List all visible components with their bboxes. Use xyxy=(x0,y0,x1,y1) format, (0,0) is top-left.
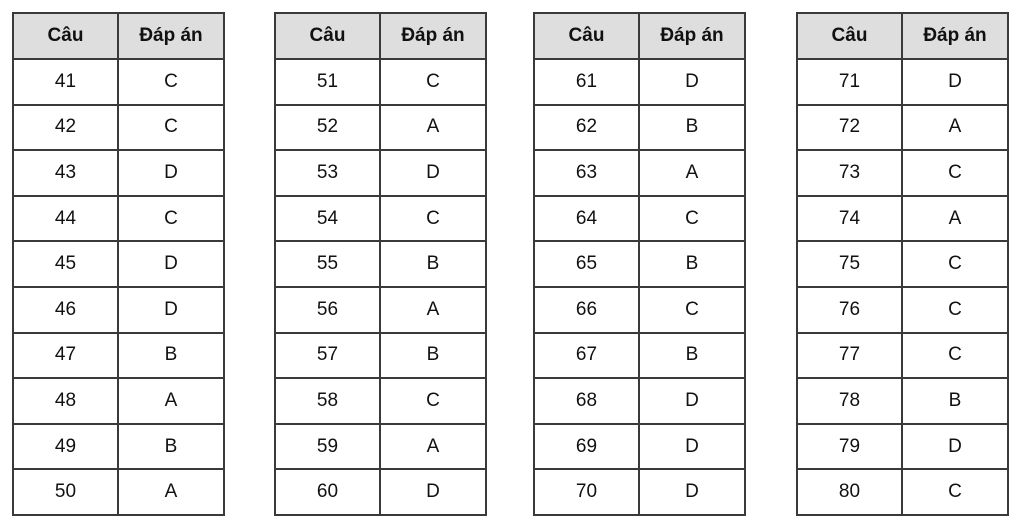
question-number: 42 xyxy=(13,105,118,151)
question-number: 54 xyxy=(275,196,380,242)
question-number: 75 xyxy=(797,241,902,287)
answer-letter: B xyxy=(118,424,224,470)
table-row xyxy=(275,287,486,333)
question-number: 53 xyxy=(275,150,380,196)
table-row xyxy=(534,333,745,379)
answer-letter: B xyxy=(380,333,486,379)
question-number: 61 xyxy=(534,59,639,105)
table-row xyxy=(13,105,224,151)
question-number: 64 xyxy=(534,196,639,242)
answer-letter: D xyxy=(639,59,745,105)
header-answer: Đáp án xyxy=(380,13,486,59)
answer-letter: C xyxy=(118,59,224,105)
table-row xyxy=(13,469,224,515)
table-row xyxy=(797,378,1008,424)
answer-letter: C xyxy=(639,196,745,242)
question-number: 44 xyxy=(13,196,118,242)
answer-letter: D xyxy=(118,287,224,333)
question-number: 70 xyxy=(534,469,639,515)
answer-letter: A xyxy=(902,196,1008,242)
answer-letter: C xyxy=(380,196,486,242)
header-question: Câu xyxy=(534,13,639,59)
question-number: 50 xyxy=(13,469,118,515)
answer-letter: C xyxy=(902,150,1008,196)
question-number: 45 xyxy=(13,241,118,287)
answer-letter: D xyxy=(380,469,486,515)
answer-letter: A xyxy=(380,424,486,470)
answer-letter: C xyxy=(639,287,745,333)
table-row xyxy=(275,150,486,196)
question-number: 76 xyxy=(797,287,902,333)
question-number: 52 xyxy=(275,105,380,151)
answer-letter: D xyxy=(639,469,745,515)
answer-letter: A xyxy=(639,150,745,196)
answer-letter: D xyxy=(639,378,745,424)
answer-letter: C xyxy=(380,378,486,424)
header-answer: Đáp án xyxy=(639,13,745,59)
answer-letter: B xyxy=(639,333,745,379)
answer-letter: B xyxy=(380,241,486,287)
table-row xyxy=(13,424,224,470)
table-row xyxy=(275,333,486,379)
question-number: 66 xyxy=(534,287,639,333)
question-number: 57 xyxy=(275,333,380,379)
question-number: 74 xyxy=(797,196,902,242)
answer-letter: D xyxy=(118,241,224,287)
header-question: Câu xyxy=(13,13,118,59)
header-row xyxy=(275,13,486,59)
question-number: 71 xyxy=(797,59,902,105)
question-number: 62 xyxy=(534,105,639,151)
table-row xyxy=(797,105,1008,151)
answer-letter: C xyxy=(118,196,224,242)
answer-table-2 xyxy=(274,12,487,516)
answer-letter: C xyxy=(902,469,1008,515)
question-number: 65 xyxy=(534,241,639,287)
question-number: 69 xyxy=(534,424,639,470)
question-number: 68 xyxy=(534,378,639,424)
table-row xyxy=(534,469,745,515)
question-number: 72 xyxy=(797,105,902,151)
table-row xyxy=(534,424,745,470)
table-row xyxy=(534,378,745,424)
question-number: 47 xyxy=(13,333,118,379)
table-row xyxy=(797,241,1008,287)
answer-letter: C xyxy=(902,241,1008,287)
question-number: 63 xyxy=(534,150,639,196)
question-number: 43 xyxy=(13,150,118,196)
question-number: 48 xyxy=(13,378,118,424)
answer-letter: B xyxy=(902,378,1008,424)
answer-letter: B xyxy=(639,105,745,151)
question-number: 46 xyxy=(13,287,118,333)
answer-letter: C xyxy=(902,333,1008,379)
table-row xyxy=(13,241,224,287)
question-number: 77 xyxy=(797,333,902,379)
table-row xyxy=(797,59,1008,105)
header-row xyxy=(13,13,224,59)
answer-letter: B xyxy=(118,333,224,379)
table-row xyxy=(797,150,1008,196)
question-number: 56 xyxy=(275,287,380,333)
table-row xyxy=(534,196,745,242)
header-question: Câu xyxy=(275,13,380,59)
table-row xyxy=(13,59,224,105)
answer-letter: D xyxy=(639,424,745,470)
question-number: 55 xyxy=(275,241,380,287)
table-row xyxy=(534,105,745,151)
table-row xyxy=(534,59,745,105)
question-number: 73 xyxy=(797,150,902,196)
answer-letter: D xyxy=(118,150,224,196)
answer-letter: D xyxy=(902,59,1008,105)
question-number: 79 xyxy=(797,424,902,470)
answer-letter: A xyxy=(380,105,486,151)
question-number: 58 xyxy=(275,378,380,424)
table-row xyxy=(13,150,224,196)
answer-table-3 xyxy=(533,12,746,516)
table-row xyxy=(13,333,224,379)
table-row xyxy=(275,469,486,515)
answer-letter: A xyxy=(902,105,1008,151)
question-number: 49 xyxy=(13,424,118,470)
header-row xyxy=(534,13,745,59)
table-row xyxy=(275,424,486,470)
answer-letter: A xyxy=(118,378,224,424)
answer-letter: A xyxy=(118,469,224,515)
question-number: 41 xyxy=(13,59,118,105)
table-row xyxy=(534,150,745,196)
header-question: Câu xyxy=(797,13,902,59)
table-row xyxy=(797,287,1008,333)
question-number: 60 xyxy=(275,469,380,515)
table-row xyxy=(275,241,486,287)
table-row xyxy=(534,287,745,333)
header-answer: Đáp án xyxy=(118,13,224,59)
table-row xyxy=(275,196,486,242)
table-row xyxy=(13,378,224,424)
question-number: 59 xyxy=(275,424,380,470)
header-answer: Đáp án xyxy=(902,13,1008,59)
answer-letter: B xyxy=(639,241,745,287)
answer-letter: A xyxy=(380,287,486,333)
answer-letter: C xyxy=(118,105,224,151)
answer-table-1 xyxy=(12,12,225,516)
question-number: 51 xyxy=(275,59,380,105)
question-number: 80 xyxy=(797,469,902,515)
answer-letter: D xyxy=(380,150,486,196)
table-row xyxy=(13,287,224,333)
question-number: 67 xyxy=(534,333,639,379)
answer-table-4 xyxy=(796,12,1009,516)
table-row xyxy=(797,469,1008,515)
answer-letter: C xyxy=(902,287,1008,333)
table-row xyxy=(534,241,745,287)
table-row xyxy=(275,378,486,424)
table-row xyxy=(275,59,486,105)
header-row xyxy=(797,13,1008,59)
question-number: 78 xyxy=(797,378,902,424)
table-row xyxy=(797,424,1008,470)
answer-letter: C xyxy=(380,59,486,105)
table-row xyxy=(275,105,486,151)
table-row xyxy=(797,333,1008,379)
table-row xyxy=(797,196,1008,242)
table-row xyxy=(13,196,224,242)
answer-letter: D xyxy=(902,424,1008,470)
